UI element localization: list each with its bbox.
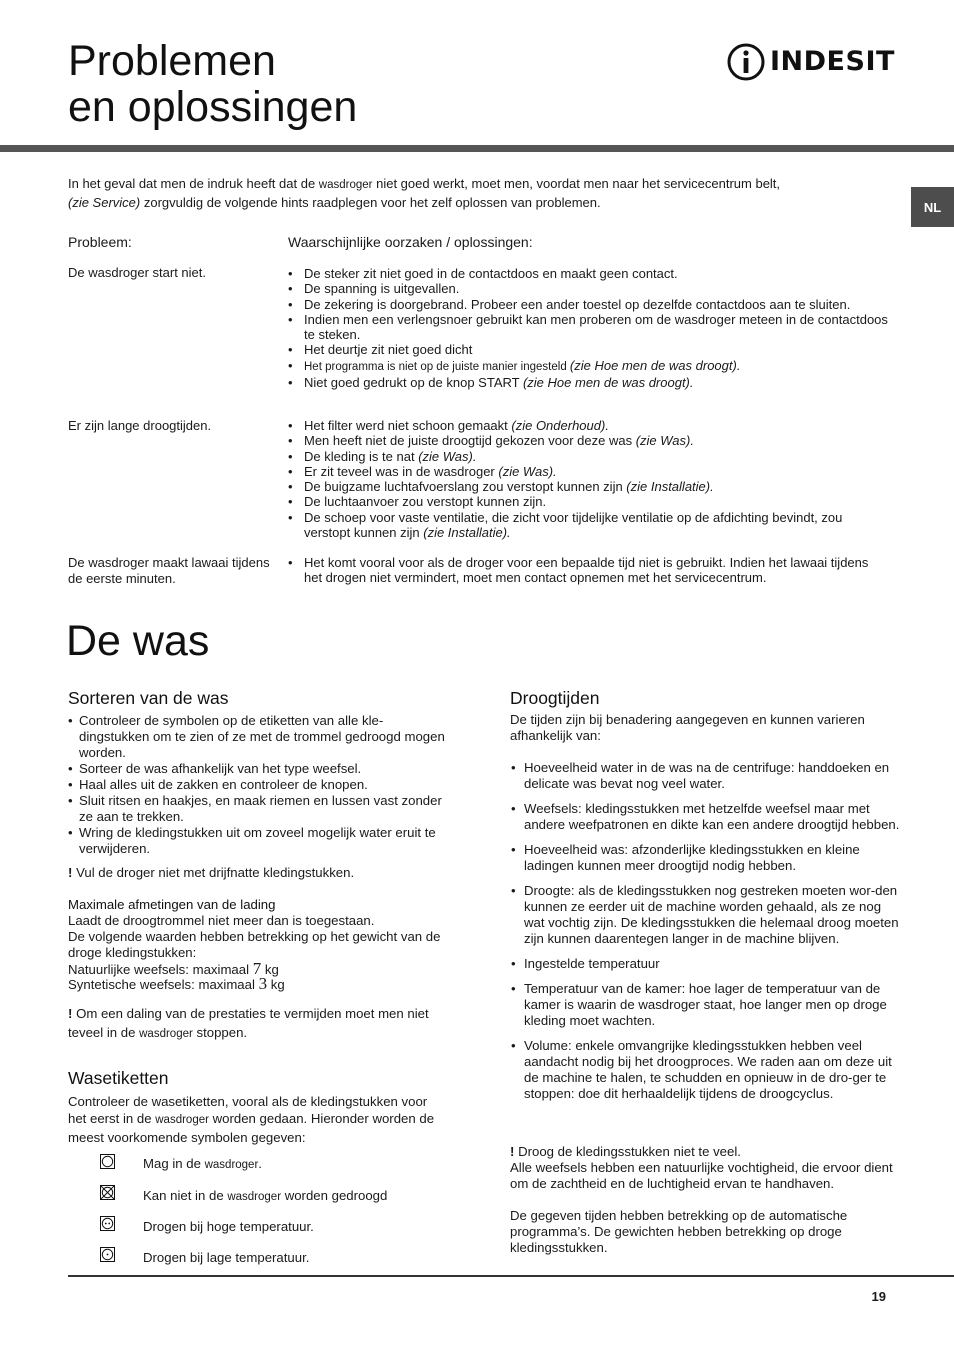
- list-item: • Er zit teveel was in de wasdroger (zie Was).: [288, 464, 888, 479]
- drying-list: [510, 760, 905, 1102]
- list-item: • Sorteer de was afhankelijk van het type weefsel.: [68, 761, 448, 777]
- page-title-line2: en oplossingen: [68, 83, 358, 131]
- list-item: • Weefsels: kledingsstukken met hetzelfde weefsel maar met andere weefpatronen en dikte kan een andere droogtijd hebben.: [510, 801, 905, 833]
- page-title-line1: Problemen: [68, 37, 276, 85]
- cause-list: [288, 418, 888, 540]
- language-tab: NL: [911, 187, 954, 227]
- intro-italic: (zie Service): [68, 195, 141, 210]
- tumble-dry-low-icon: [100, 1247, 115, 1262]
- symbol-label: Kan niet in de wasdroger worden gedroogd: [143, 1188, 388, 1203]
- list-item: • Controleer de symbolen op de etiketten van alle kle-dingstukken om te zien of ze met de trommel gedroogd mogen worden.: [68, 713, 448, 761]
- col-header-problem: Probleem:: [68, 234, 132, 250]
- list-item: • Het deurtje zit niet goed dicht: [288, 342, 888, 357]
- symbol-label: Drogen bij lage temperatuur.: [143, 1250, 310, 1265]
- drying-intro: De tijden zijn bij benadering aangegeven en kunnen varieren afhankelijk van:: [510, 712, 865, 743]
- drying-note: ! Droog de kledingsstukken niet te veel. Alle weefsels hebben een natuurlijke vochtigheid, die ervoor dient om de zachtheid en de luchtigheid ervan te handhaven.: [510, 1144, 895, 1192]
- cause-list: [288, 266, 888, 390]
- symbol-label: Mag in de wasdroger.: [143, 1156, 262, 1171]
- natural-max: Natuurlijke weefsels: maximaal 7 kg: [68, 959, 279, 978]
- drying-heading: Droogtijden: [510, 688, 600, 708]
- intro-part2: niet goed werkt, moet men, voordat men naar het servicecentrum belt,: [372, 176, 781, 191]
- list-item: • Ingestelde temperatuur: [510, 956, 905, 972]
- list-item: • Indien men een verlengsnoer gebruikt kan men proberen om de wasdroger meteen in de contactdoos te steken.: [288, 312, 888, 343]
- list-item: • De steker zit niet goed in de contactdoos en maakt geen contact.: [288, 266, 888, 281]
- problem-label: De wasdroger start niet.: [68, 265, 207, 280]
- indesit-logo-icon: [726, 42, 766, 82]
- list-item: • Haal alles uit de zakken en controleer de knopen.: [68, 777, 448, 793]
- list-item: • De spanning is uitgevallen.: [288, 281, 888, 296]
- list-item: • Sluit ritsen en haakjes, en maak riemen en lussen vast zonder ze aan te trekken.: [68, 793, 448, 825]
- tumble-dry-ok-icon: [100, 1154, 115, 1169]
- list-item: • Hoeveelheid water in de was na de centrifuge: handdoeken en delicate was bevat nog veel water.: [510, 760, 905, 792]
- problem-label: Er zijn lange droogtijden.: [68, 418, 212, 433]
- list-item: • De luchtaanvoer zou verstopt kunnen zijn.: [288, 494, 888, 509]
- labels-text: Controleer de wasetiketten, vooral als de kledingstukken voor het eerst in de wasdroger worden gedaan. Hieronder worden de meest voorkomende symbolen gegeven:: [68, 1094, 435, 1145]
- sorting-warning: ! Vul de droger niet met drijfnatte kledingstukken.: [68, 865, 355, 880]
- drying-note-line2: Alle weefsels hebben een natuurlijke vochtigheid, die ervoor dient om de zachtheid en de luchtigheid ervan te handhaven.: [510, 1160, 893, 1191]
- indesit-logo: [726, 42, 895, 82]
- cause-list: [288, 555, 883, 586]
- list-item: • De zekering is doorgebrand. Probeer een ander toestel op dezelfde contactdoos aan te sluiten.: [288, 297, 888, 312]
- max-load-line1: Laadt de droogtrommel niet meer dan is toegestaan.: [68, 913, 375, 928]
- section-title: De was: [66, 617, 210, 665]
- list-item: • De schoep voor vaste ventilatie, die zicht voor tijdelijke ventilatie op de afdichting bevindt, zou verstopt kunnen zijn (zie Installatie).: [288, 510, 888, 541]
- list-item: • Wring de kledingstukken uit om zoveel mogelijk water eruit te verwijderen.: [68, 825, 448, 857]
- synthetic-max: Syntetische weefsels: maximaal 3 kg: [68, 974, 285, 993]
- problem-label: De wasdroger maakt lawaai tijdens de eerste minuten.: [68, 555, 270, 586]
- sorting-list: [68, 713, 448, 857]
- load-note: ! Om een daling van de prestaties te vermijden moet men niet teveel in de wasdroger stoppen.: [68, 1006, 429, 1040]
- list-item: • Niet goed gedrukt op de knop START (zie Hoe men de was droogt).: [288, 375, 888, 390]
- intro-part1: In het geval dat men de indruk heeft dat de: [68, 176, 319, 191]
- intro-part3: zorgvuldig de volgende hints raadplegen voor het zelf oplossen van problemen.: [140, 195, 601, 210]
- max-load-block: [68, 897, 453, 993]
- symbol-label: Drogen bij hoge temperatuur.: [143, 1219, 314, 1234]
- logo-text: INDESIT: [770, 46, 895, 77]
- list-item: • Volume: enkele omvangrijke kledingsstukken hebben veel aandacht nodig bij het droogproces. We raden aan om deze uit de machine te halen, te schudden en opnieuw in de dro-ger te stoppen: doe dit herhaaldelijk tijdens de droogcyclus.: [510, 1038, 905, 1102]
- list-item: • Het komt vooral voor als de droger voor een bepaalde tijd niet is gebruikt. Indien het lawaai tijdens het drogen niet vermindert, moet men contact opnemen met het servicecentrum.: [288, 555, 883, 586]
- list-item: • Het programma is niet op de juiste manier ingesteld (zie Hoe men de was droogt).: [288, 358, 888, 375]
- intro-small: wasdroger: [318, 179, 373, 191]
- col-header-causes: Waarschijnlijke oorzaken / oplossingen:: [288, 234, 533, 250]
- list-item: • Temperatuur van de kamer: hoe lager de temperatuur van de kamer is waarin de wasdroger staat, hoe langer men op droge kleding moet wachten.: [510, 981, 905, 1029]
- intro-text: [68, 175, 878, 212]
- list-item: • Men heeft niet de juiste droogtijd gekozen voor deze was (zie Was).: [288, 433, 888, 448]
- footer-rule: [68, 1275, 954, 1277]
- tumble-dry-high-icon: [100, 1216, 115, 1231]
- max-load-line2: De volgende waarden hebben betrekking op het gewicht van de droge kledingstukken:: [68, 929, 441, 960]
- list-item: • De kleding is te nat (zie Was).: [288, 449, 888, 464]
- drying-footer-note: De gegeven tijden hebben betrekking op de automatische programma’s. De gewichten hebben betrekking op droge kledingsstukken.: [510, 1208, 848, 1255]
- max-load-heading: Maximale afmetingen van de lading: [68, 897, 276, 912]
- labels-heading: Wasetiketten: [68, 1068, 169, 1088]
- header-rule: [0, 145, 954, 152]
- list-item: • Droogte: als de kledingsstukken nog gestreken moeten wor-den kunnen ze eerder uit de machine worden gehaald, als ze nog wat vochtig zijn. De kledingsstukken die helemaal droog moeten zijn kunnen daarentegen langer in de machine blijven.: [510, 883, 905, 947]
- list-item: • Het filter werd niet schoon gemaakt (zie Onderhoud).: [288, 418, 888, 433]
- no-tumble-dry-icon: [100, 1185, 115, 1200]
- list-item: • Hoeveelheid was: afzonderlijke kledingsstukken en kleine ladingen kunnen meer droogtijd nodig hebben.: [510, 842, 905, 874]
- page-number: 19: [871, 1289, 886, 1304]
- list-item: • De buigzame luchtafvoerslang zou verstopt kunnen zijn (zie Installatie).: [288, 479, 888, 494]
- sorting-heading: Sorteren van de was: [68, 688, 229, 708]
- page-title: [68, 38, 357, 130]
